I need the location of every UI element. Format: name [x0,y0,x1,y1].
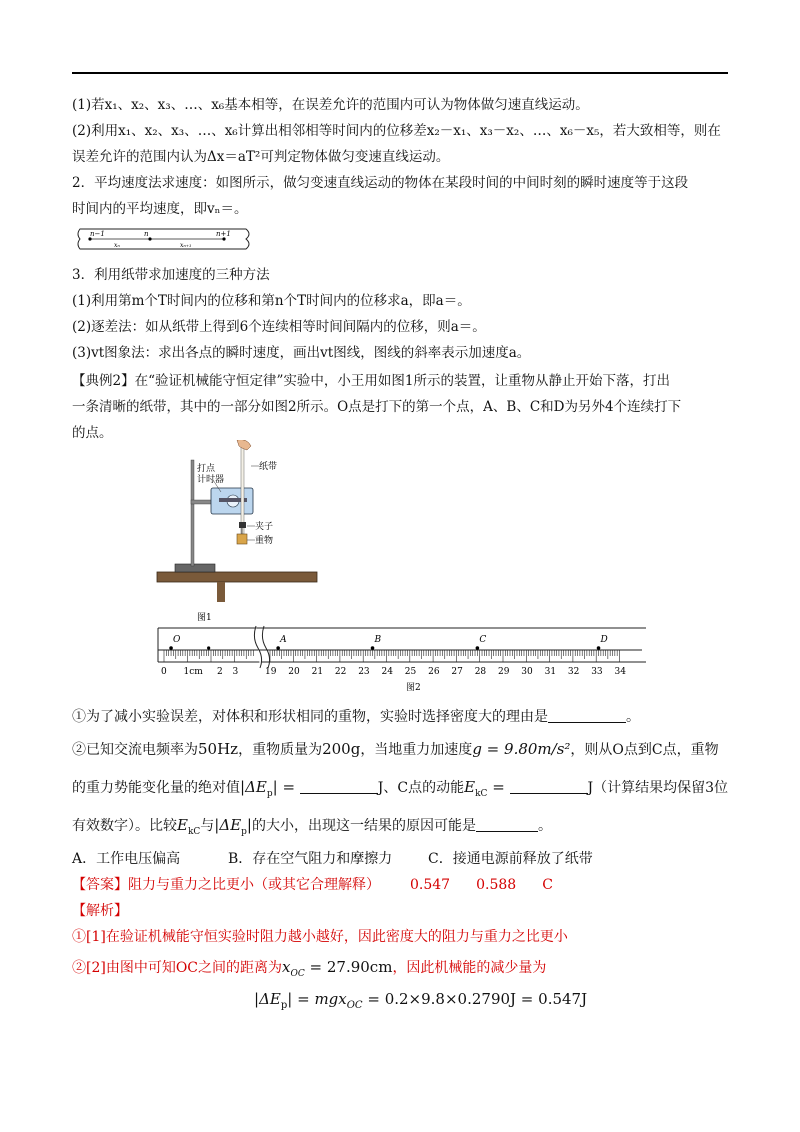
tick-label: 29 [498,667,510,677]
tick-label: 22 [334,667,347,677]
option-a[interactable]: A．工作电压偏高 [72,851,181,867]
example-text: 一条清晰的纸带，其中的一部分如图2所示。O点是打下的第一个点，A、B、C和D为另外4个连续打下 [72,399,682,415]
tick-label: 21 [311,667,324,677]
point-label: O [173,635,181,645]
fig2-caption: 图2 [406,683,421,693]
table-leg [217,582,225,602]
tick-label: 26 [428,667,440,677]
answer-blank[interactable] [300,779,378,794]
point-label: B [374,635,382,645]
tape-dot [207,646,210,649]
text-line: (1)若x₁、x₂、x₃、…、x₆基本相等，在误差允许的范围内可认为物体做匀速直线运动。 [72,97,589,113]
tape-point-o [169,646,173,650]
answer-blank[interactable] [548,708,626,723]
tape-diagram [76,226,252,252]
label-n: n [144,230,149,238]
tick-label: 28 [474,667,487,677]
tape-point-a [276,646,280,650]
tape-point-d [597,646,601,650]
option-b[interactable]: B．存在空气阻力和摩擦力 [228,851,393,867]
analysis-label: 【解析】 [72,903,128,919]
header-rule [72,72,728,74]
option-c[interactable]: C．接通电源前释放了纸带 [428,851,593,867]
tick-label: 32 [567,667,580,677]
answer-blank[interactable] [510,779,588,794]
label-n-plus-1: n+1 [216,230,231,238]
label-timer-2: 计时器 [197,475,225,485]
label-n-minus-1: n−1 [90,230,105,238]
equation: $|\Delta E_p| = mgx_{OC} = 0.2\times 9.8\times 0.2790J = 0.547J$ [254,990,588,1011]
tick-label: 31 [544,667,557,677]
text-line: (2)逐差法：如从纸带上得到6个连续相等时间间隔内的位移，则a＝。 [72,319,486,335]
weight [237,534,247,544]
analysis-step-2: ②[2]由图中可知OC之间的距离为$x_{OC} = 27.90cm$，因此机械能的减少量为 [72,958,547,979]
tick-label: 3 [232,667,239,677]
tape-point-c [476,646,480,650]
text-line: (1)利用第m个T时间内的位移和第n个T时间内的位移求a，即a＝。 [72,293,471,309]
clip [239,522,246,528]
analysis-step-1: ①[1]在验证机械能守恒实验时阻力越小越好，因此密度大的阻力与重力之比更小 [72,929,568,945]
point-label: D [600,635,608,645]
ruler-figure [156,624,646,696]
tick-label: 19 [265,667,277,677]
answer-line: 【答案】阻力与重力之比更小（或其它合理解释） 0.547 0.588 C [72,877,553,893]
text-line: 时间内的平均速度，即vₙ＝。 [72,201,248,217]
tick-label: 34 [614,667,626,677]
answer-blank[interactable] [476,817,538,832]
example-text: 的点。 [72,425,113,441]
text-line: 2．平均速度法求速度：如图所示，做匀变速直线运动的物体在某段时间的中间时刻的瞬时速度等于这段 [72,175,689,191]
tick-label: 24 [381,667,393,677]
label-xn1: xₙ₊₁ [180,242,192,249]
section-title: 3．利用纸带求加速度的三种方法 [72,267,270,283]
question-2-line-1: ②已知交流电频率为50Hz，重物质量为200g，当地重力加速度g = 9.80m/s²，则从O点到C点，重物 [72,740,719,758]
tick-label: 2 [217,667,223,677]
point-label: C [479,635,487,645]
text-line: (3)vt图象法：求出各点的瞬时速度，画出vt图线，图线的斜率表示加速度a。 [72,345,531,361]
tick-label: 27 [451,667,463,677]
tick-label: 20 [288,667,300,677]
table [157,572,317,582]
paper-tape [241,444,244,534]
point-label: A [280,635,287,645]
tick-label: 30 [521,667,533,677]
label-tape: 纸带 [259,462,278,472]
hand [237,440,251,450]
text-line: 误差允许的范围内认为Δx＝aT²可判定物体做匀变速直线运动。 [72,149,450,165]
apparatus-figure [155,440,325,630]
dot-n [148,237,151,240]
tick-label: 0 [161,667,167,677]
stand-base [175,564,215,572]
tick-label: 1cm [183,667,203,677]
stand-rod [191,460,194,566]
text-line: (2)利用x₁、x₂、x₃、…、x₆计算出相邻相等时间内的位移差x₂－x₁、x₃－x₂、…、x₆－x₅，若大致相等，则在 [72,123,721,139]
tick-label: 33 [591,667,603,677]
question-2-line-3: 有效数字）。比较$E_{kC}$与$|\Delta E_p|$的大小，出现这一结果的原因可能是 。 [72,816,552,837]
label-xn: xₙ [114,242,120,249]
question-2-line-2: 的重力势能变化量的绝对值$|\Delta E_p| = J$、C点的动能$E_{kC} = J$（计算结果均保留3位 [72,778,729,799]
tick-label: 25 [404,667,417,677]
example-text: 【典例2】在“验证机械能守恒定律”实验中，小王用如图1所示的装置，让重物从静止开始下落，打出 [72,373,670,389]
tape-point-b [371,646,375,650]
tick-label: 23 [358,667,370,677]
fig1-caption: 图1 [197,613,212,623]
label-timer-1: 打点 [197,464,216,474]
label-weight: 重物 [255,536,274,546]
question-1: ①为了减小实验误差，对体积和形状相同的重物，实验时选择密度大的理由是 。 [72,709,640,725]
label-clip: 夹子 [255,522,274,532]
